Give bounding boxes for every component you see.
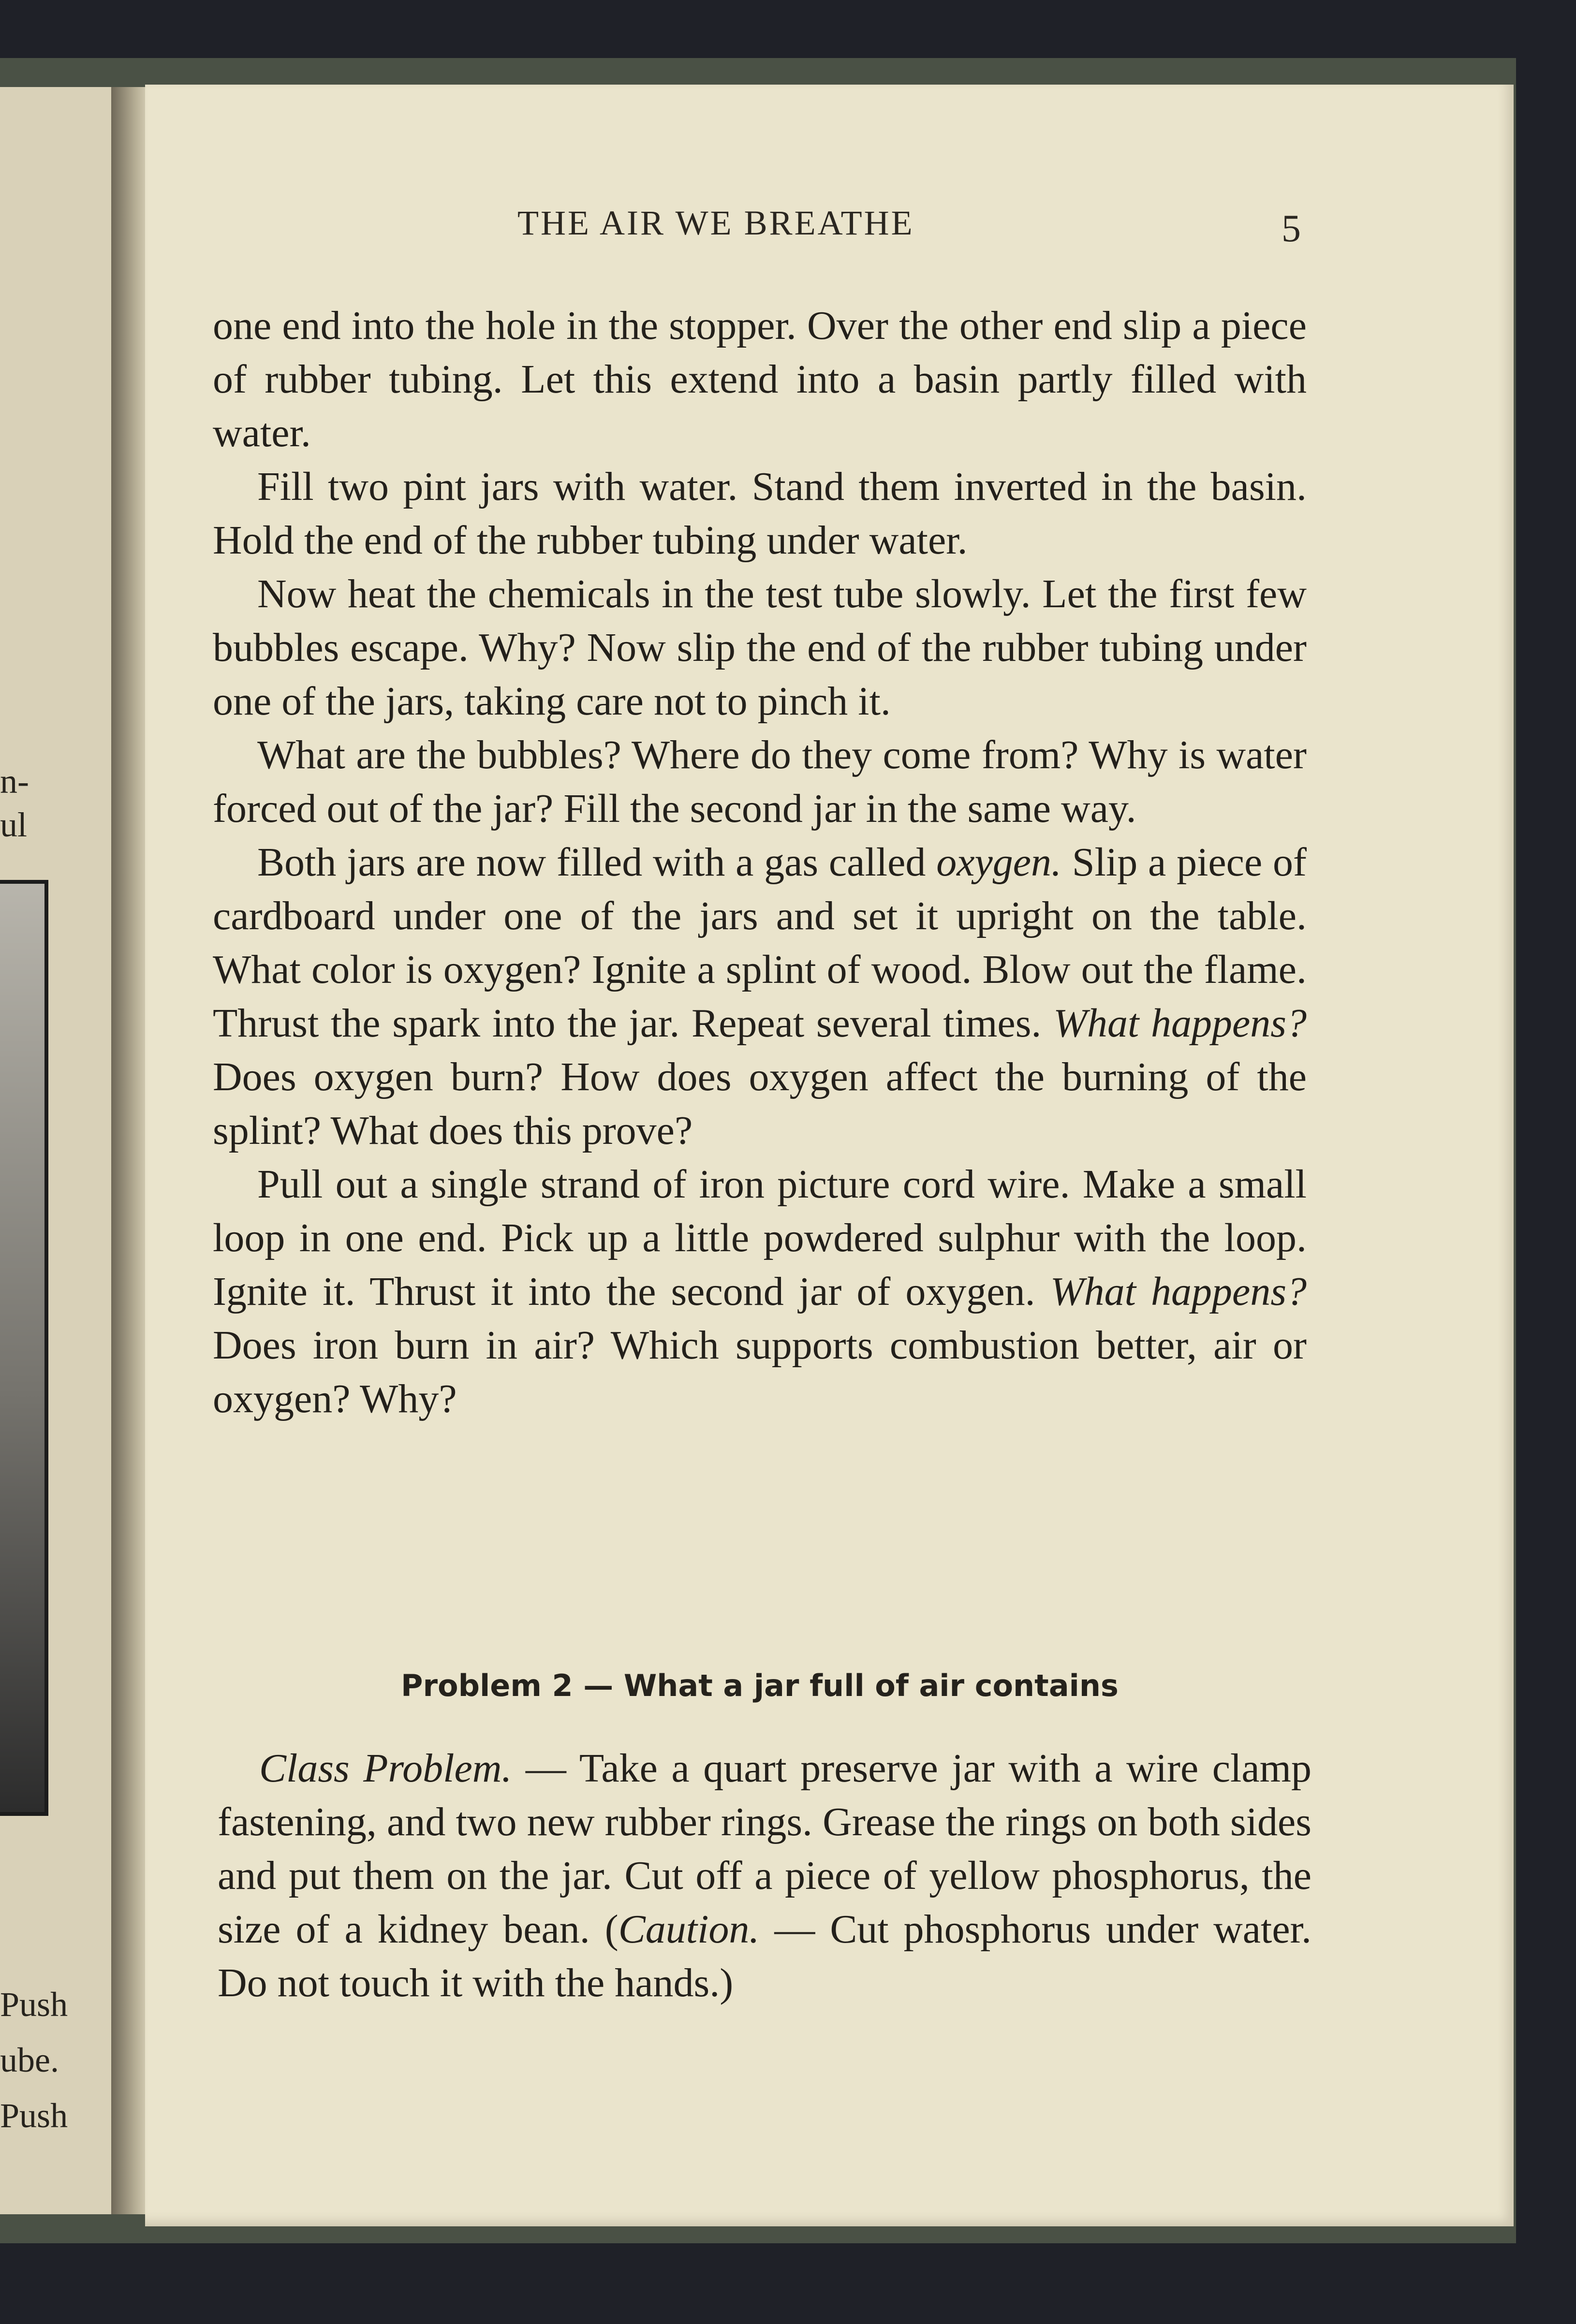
body-text — [213, 299, 1307, 1426]
page-number: 5 — [1281, 207, 1301, 250]
italic-term: Class Problem. — [259, 1746, 512, 1791]
paragraph: one end into the hole in the stopper. Over the other end slip a piece of rubber tubing. Let this extend into a basin partly filled with water. — [213, 303, 1307, 455]
text-run: Does iron burn in air? Which supports combustion better, air or oxygen? Why? — [213, 1323, 1307, 1421]
paragraph — [218, 1741, 1311, 2010]
italic-term: What happens? — [1050, 1269, 1307, 1314]
facing-page-fragment: n- — [0, 762, 29, 801]
facing-page-fragment: Push — [0, 2096, 68, 2135]
paragraph — [213, 835, 1307, 1157]
paragraph: Fill two pint jars with water. Stand them inverted in the basin. Hold the end of the rubber tubing under water. — [213, 464, 1307, 563]
running-head: THE AIR WE BREATHE — [517, 204, 914, 242]
italic-term: What happens? — [1053, 1001, 1307, 1046]
text-run: Slip a piece of cardboard under one of the jars and set it upright on the table. What color is oxygen? Ignite a splint of wood. Blow out the flame. Thrust the spark into the jar. Repeat several times. — [213, 840, 1307, 1046]
text-run: Pull out a single strand of iron picture cord wire. Make a small loop in one end. Pick up a little powdered sulphur with the loop. Ignite it. Thrust it into the second jar of oxygen. — [213, 1162, 1307, 1314]
paragraph: What are the bubbles? Where do they come from? Why is water forced out of the jar? Fill the second jar in the same way. — [213, 732, 1307, 831]
italic-term: Caution. — [618, 1907, 760, 1952]
facing-page — [0, 87, 116, 2214]
facing-page-fragment: ul — [0, 805, 28, 844]
facing-page-fragment: Push — [0, 1985, 68, 2024]
paragraph: Now heat the chemicals in the test tube slowly. Let the first few bubbles escape. Why? Now slip the end of the rubber tubing under one of the jars, taking care not to pinch it. — [213, 571, 1307, 724]
problem-text — [218, 1741, 1311, 2010]
text-run: Does oxygen burn? How does oxygen affect the burning of the splint? What does this prove? — [213, 1054, 1307, 1153]
text-run: Both jars are now filled with a gas called — [257, 840, 926, 885]
problem-heading: Problem 2 — What a jar full of air contains — [401, 1668, 1119, 1703]
text-run: — Take a quart preserve jar with a wire clamp fastening, and two new rubber rings. Grease the rings on both sides and put them on the jar. Cut off a piece of yellow phosphorus, the size of a kidney bean. ( — [218, 1746, 1311, 1952]
facing-page-illustration — [0, 880, 48, 1816]
italic-term: oxygen. — [936, 840, 1062, 885]
text-run: — Cut phosphorus under water. Do not touch it with the hands.) — [218, 1907, 1312, 2005]
paragraph — [213, 1157, 1307, 1426]
facing-page-fragment: ube. — [0, 2041, 59, 2079]
